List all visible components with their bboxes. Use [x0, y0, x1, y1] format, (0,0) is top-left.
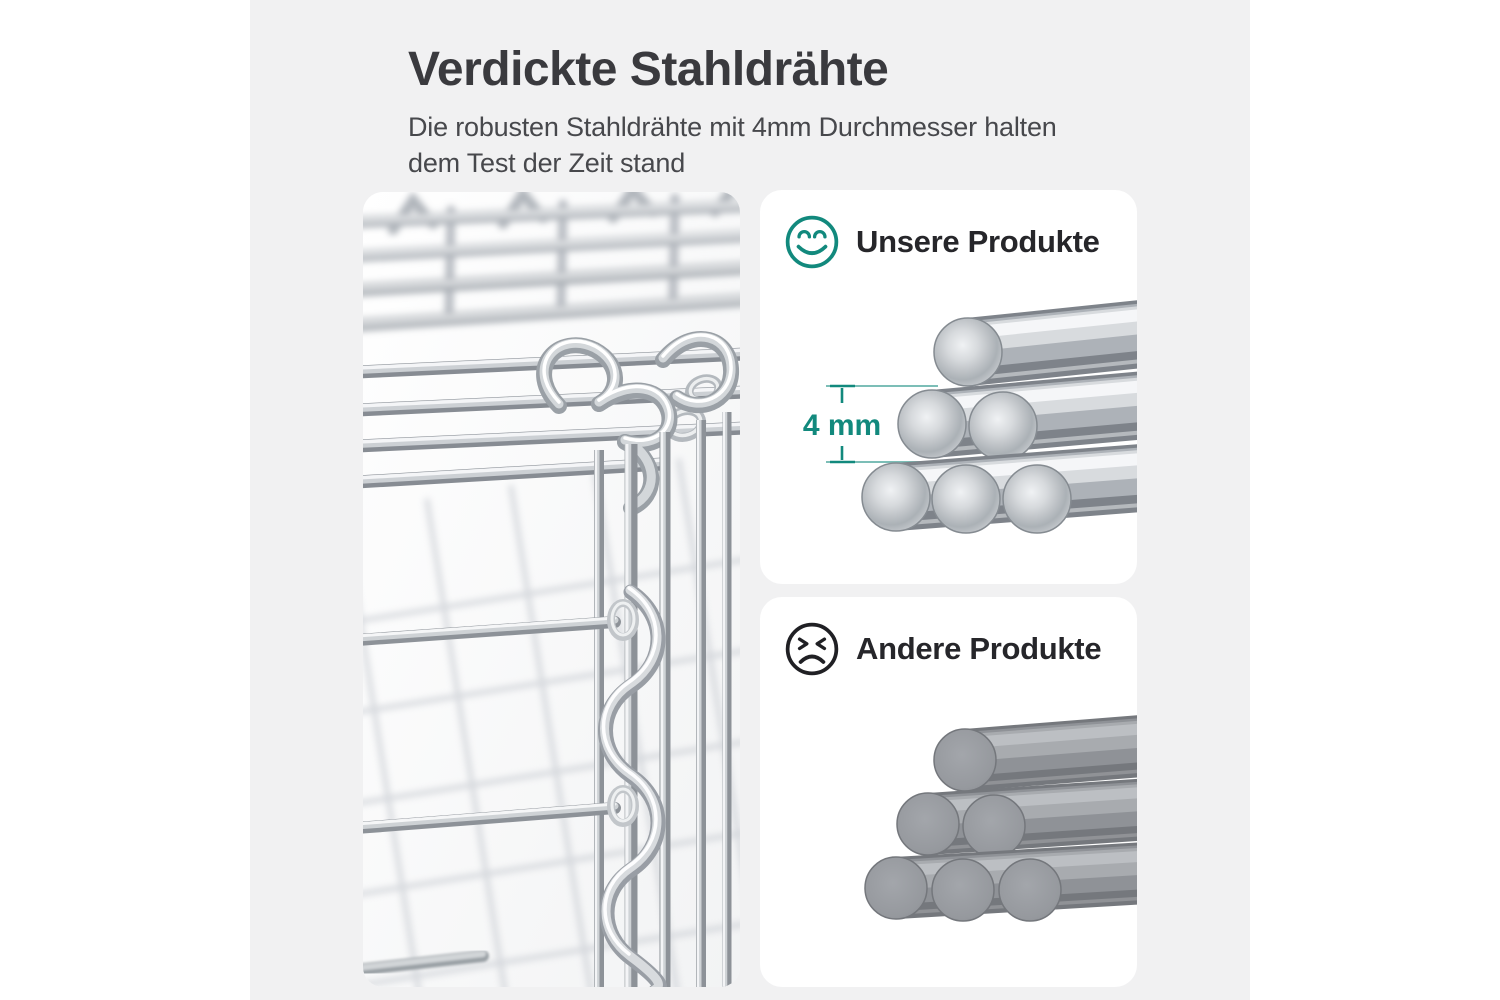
subtitle-line-1: Die robusten Stahldrähte mit 4mm Durchmesser halten — [408, 111, 1057, 142]
happy-face-icon — [784, 214, 840, 270]
sad-face-icon — [784, 621, 840, 677]
measurement-label: 4 mm — [802, 409, 882, 442]
gabion-mesh-illustration — [363, 192, 740, 987]
header — [408, 44, 1128, 182]
card-title: Andere Produkte — [856, 631, 1102, 666]
card-our-products-header — [784, 214, 1117, 270]
page-title: Verdickte Stahldrähte — [408, 43, 889, 96]
card-our-products — [760, 190, 1137, 584]
gabion-mesh-photo — [363, 192, 740, 987]
card-other-products — [760, 597, 1137, 987]
card-other-products-header — [784, 621, 1117, 677]
card-title: Unsere Produkte — [856, 224, 1100, 259]
page-subtitle — [408, 109, 1128, 182]
content-panel — [250, 0, 1250, 1000]
subtitle-line-2: dem Test der Zeit stand — [408, 148, 686, 179]
